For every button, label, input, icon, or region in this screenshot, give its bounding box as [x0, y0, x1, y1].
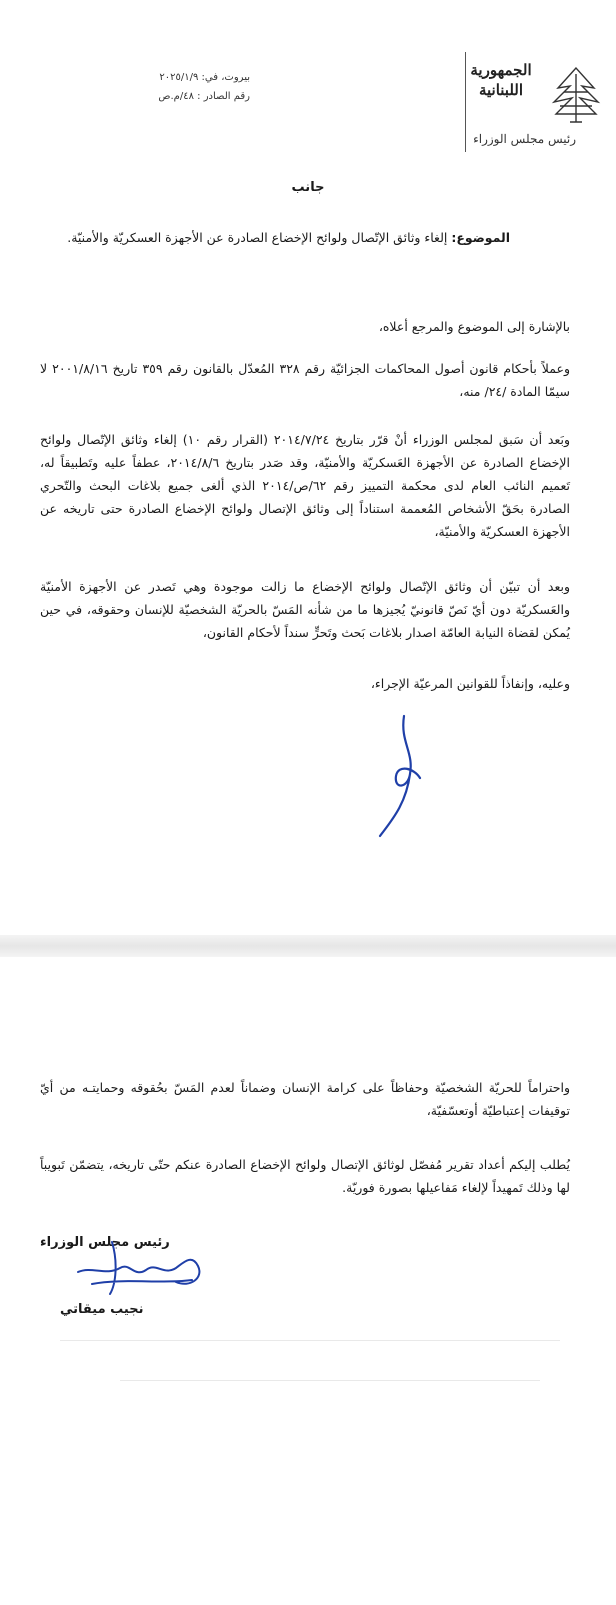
scan-artifact — [60, 1340, 560, 1341]
subject-label: الموضوع: — [451, 230, 510, 245]
subject-text: إلغاء وثائق الإتّصال ولوائح الإخضاع الصادرة عن الأجهزة العسكريّة والأمنيّة. — [67, 230, 452, 245]
date-reference-block — [100, 68, 250, 106]
date-line: بيروت، في: ٢٠٢٥/١/٩ — [159, 72, 250, 83]
page-break — [0, 935, 616, 957]
cedar-emblem-icon — [550, 62, 602, 124]
subject-line — [60, 230, 510, 245]
signatory-title: رئيس مجلس الوزراء — [40, 1235, 170, 1250]
paragraph-law: وعملاً بأحكام قانون أصول المحاكمات الجزائيّة رقم ٣٢٨ المُعدّل بالقانون رقم ٣٥٩ تاريخ ٢٠٠١/٨/١٦ لا سيمّا المادة /٢٤/ منه، — [40, 361, 570, 399]
reference-number: رقم الصادر : ٤٨/م.ص — [158, 91, 250, 102]
scan-artifact — [120, 1380, 540, 1381]
signature-initials-icon — [370, 712, 430, 842]
republic-name: الجمهورية اللبنانية — [470, 61, 532, 99]
recipient-heading: جانب — [291, 180, 325, 195]
paragraph-request: يُطلب إليكم أعداد تقرير مُفصّل لوثائق الإتصال ولوائح الإخضاع الصادرة عنكم حتّى تاريخه، يتضمّن تَبويباً لها وذلك تَمهيداً لإلغاء مَفاعيلها بصورة فوريّة. — [40, 1157, 570, 1195]
paragraph-council-decision: وبَعد أن سَبق لمجلس الوزراء أنْ قرّر بتاريخ ٢٠١٤/٧/٢٤ (القرار رقم ١٠) إلغاء وثائق الإتّصال ولوائح الإخضاع الصادرة عن الأجهزة العَسكريّة والأمنيّة، وقد صَدر بتاريخ ٢٠١٤/٨/٦، عطفاً عليه وتَطبيقاً له، تَعميم النائب العام لدى محكمة التمييز رقم ٦٢/ص/٢٠١٤ الذي ألغى جميع بلاغات البحث والتّحري الصادرة بحَقّ الأشخاص المُعممة استناداً إلى وثائق الإتصال ولوائح الإخضاع الصادرة حتى تاريخه عن الأجهزة العسكريّة والأمنيّة، — [40, 432, 570, 539]
paragraph-findings: وبعد أن تبيّن أن وثائق الإتّصال ولوائح الإخضاع ما زالت موجودة وهي تَصدر عن الأجهزة الأمنيّة والعَسكريّة دون أيّ نَصّ قانونيّ يُجيزها ما من شأنه المَسّ بالحريّة الشخصيّة للإنسان وحقوقه، في حين يُمكن لقضاة النيابة العامّة اصدار بلاغات بَحث وتَحرٍّ سنداً لأحكام القانون، — [40, 579, 570, 640]
signature-icon — [72, 1232, 212, 1302]
signatory-name: نجيب ميقاتي — [60, 1302, 144, 1317]
paragraph-therefore: وعليه، وإنفاذاً للقوانين المرعيّة الإجراء، — [370, 676, 570, 691]
paragraph-reference: بالإشارة إلى الموضوع والمرجع أعلاه، — [378, 319, 570, 334]
paragraph-respect: واحتراماً للحريّة الشخصيّة وحفاظاً على كرامة الإنسان وضماناً لعدم المَسّ بحُقوقه وحمايتـه من أيّ توقيفات إعتباطيّة أوتعسّفيّة، — [40, 1080, 570, 1118]
office-title: رئيس مجلس الوزراء — [473, 132, 576, 146]
